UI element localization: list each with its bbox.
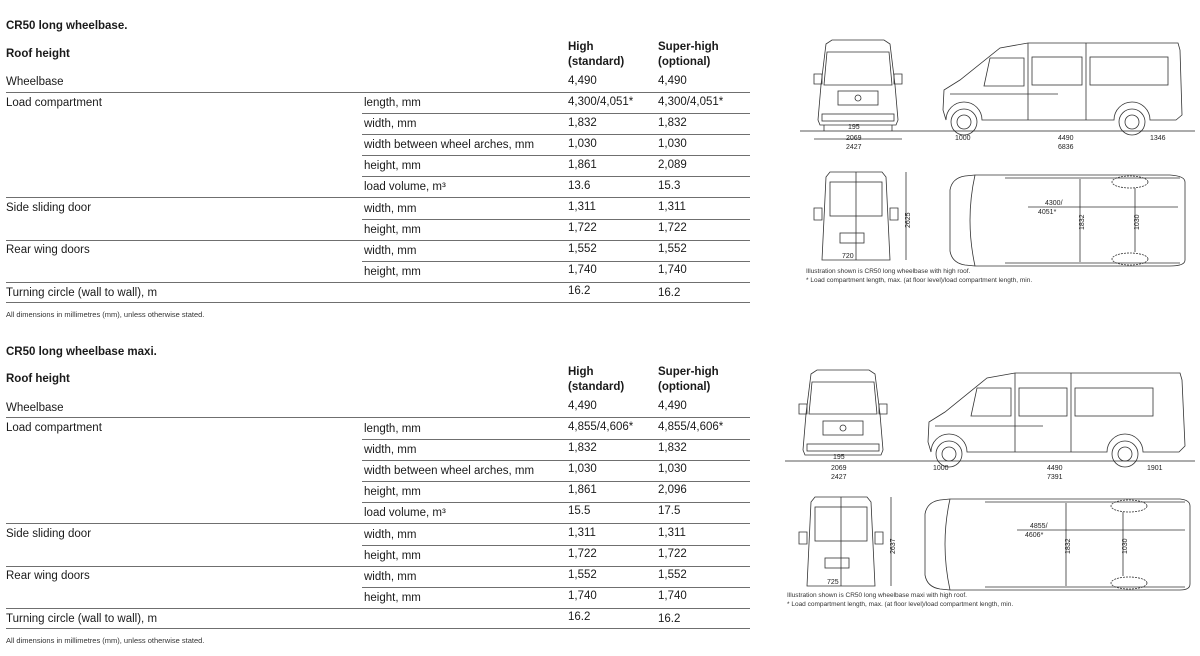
dim-ground-clearance: 195 <box>848 124 860 131</box>
row-label-wheelbase: Wheelbase <box>6 76 64 88</box>
row-sublabel: load volume, m³ <box>364 181 446 193</box>
row-divider <box>6 566 750 567</box>
cell-high: 16.2 <box>568 285 591 297</box>
van-dimension-diagram <box>800 30 1200 290</box>
section-title: CR50 long wheelbase. <box>6 20 128 32</box>
cell-high: 1,722 <box>568 222 597 234</box>
dim-rear-overhang: 1346 <box>1150 135 1166 142</box>
cell-high: 1,030 <box>568 463 597 475</box>
group-label-side-sliding-door: Side sliding door <box>6 202 92 214</box>
side-view-icon <box>928 373 1185 467</box>
cell-super-high: 1,552 <box>658 569 687 581</box>
row-divider <box>6 608 750 609</box>
dim-step: 720 <box>842 253 854 260</box>
row-sublabel: length, mm <box>364 423 421 435</box>
cell-super-high: 1,030 <box>658 463 687 475</box>
cell-high: 1,832 <box>568 442 597 454</box>
cell-high: 1,311 <box>568 527 596 539</box>
row-divider <box>362 502 750 503</box>
cell-super-high: 1,722 <box>658 548 687 560</box>
dim-wheelbase: 4490 <box>1047 465 1063 472</box>
dim-front-overhang: 1000 <box>933 465 949 472</box>
row-sublabel: width, mm <box>364 245 417 257</box>
cell-super-high: 16.2 <box>658 613 681 625</box>
side-view-icon <box>943 43 1182 135</box>
cell-high: 1,552 <box>568 569 597 581</box>
roof-height-label: Roof height <box>6 373 70 385</box>
row-sublabel: width, mm <box>364 118 417 130</box>
row-divider <box>6 302 750 303</box>
header-super-line1: Super-high <box>658 366 719 378</box>
row-divider <box>362 460 750 461</box>
cell-super-high: 1,030 <box>658 138 687 150</box>
dim-load-length-max: 4300/ <box>1045 200 1063 207</box>
diagram-caption: Illustration shown is CR50 long wheelbase maxi with high roof. <box>787 592 967 599</box>
cell-super-high: 4,490 <box>658 400 687 412</box>
group-label-side-sliding-door: Side sliding door <box>6 528 92 540</box>
header-super-line2: (optional) <box>658 381 711 393</box>
dim-load-width: 1832 <box>1065 538 1072 554</box>
row-divider <box>6 417 750 418</box>
row-divider <box>362 261 750 262</box>
group-label-load-compartment: Load compartment <box>6 422 102 434</box>
cell-super-high: 1,740 <box>658 590 687 602</box>
row-divider <box>362 481 750 482</box>
column-header-super-high <box>658 40 719 70</box>
column-header-super-high <box>658 365 719 395</box>
row-sublabel: height, mm <box>364 550 421 562</box>
roof-height-label: Roof height <box>6 48 70 60</box>
cell-high: 4,300/4,051* <box>568 96 634 108</box>
row-sublabel: width between wheel arches, mm <box>364 465 535 477</box>
row-sublabel: width between wheel arches, mm <box>364 139 535 151</box>
row-sublabel: width, mm <box>364 529 417 541</box>
cell-high: 1,861 <box>568 159 597 171</box>
dim-track: 2069 <box>831 465 847 472</box>
group-label-load-compartment: Load compartment <box>6 97 102 109</box>
dim-width: 2427 <box>846 144 862 151</box>
dim-load-length-max: 4855/ <box>1030 523 1048 530</box>
row-divider <box>362 113 750 114</box>
front-view-icon <box>799 370 887 455</box>
cell-super-high: 1,311 <box>658 201 686 213</box>
cell-super-high: 2,096 <box>658 484 687 496</box>
row-sublabel: height, mm <box>364 224 421 236</box>
header-high-line1: High <box>568 366 594 378</box>
cell-super-high: 15.3 <box>658 180 681 192</box>
cell-high: 1,030 <box>568 138 597 150</box>
cell-high: 1,861 <box>568 484 597 496</box>
row-divider <box>6 92 750 93</box>
header-high-line1: High <box>568 41 594 53</box>
header-super-line1: Super-high <box>658 41 719 53</box>
row-divider <box>6 523 750 524</box>
cell-high: 13.6 <box>568 180 591 192</box>
cell-super-high: 16.2 <box>658 287 681 299</box>
cell-super-high: 1,832 <box>658 442 687 454</box>
cell-super-high: 1,740 <box>658 264 687 276</box>
dimensions-note: All dimensions in millimetres (mm), unless otherwise stated. <box>6 636 205 645</box>
dim-ground-clearance: 195 <box>833 454 845 461</box>
row-sublabel: height, mm <box>364 486 421 498</box>
row-sublabel: height, mm <box>364 592 421 604</box>
dim-arch-width: 1030 <box>1134 214 1141 230</box>
cell-super-high: 1,722 <box>658 222 687 234</box>
cell-high: 1,311 <box>568 201 596 213</box>
cell-super-high: 17.5 <box>658 505 681 517</box>
spec-section-lwb <box>0 0 1200 326</box>
column-header-high <box>568 40 624 70</box>
cell-high: 4,490 <box>568 400 597 412</box>
dim-length: 7391 <box>1047 474 1063 481</box>
cell-super-high: 4,300/4,051* <box>658 96 724 108</box>
cell-high: 1,740 <box>568 590 597 602</box>
row-sublabel: load volume, m³ <box>364 507 446 519</box>
cell-high: 1,552 <box>568 243 597 255</box>
row-divider <box>362 545 750 546</box>
dim-rear-overhang: 1901 <box>1147 465 1163 472</box>
row-label-wheelbase: Wheelbase <box>6 402 64 414</box>
row-divider <box>362 176 750 177</box>
row-divider <box>362 155 750 156</box>
top-view-icon <box>950 175 1185 266</box>
row-sublabel: width, mm <box>364 203 417 215</box>
cell-high: 1,722 <box>568 548 597 560</box>
dim-arch-width: 1030 <box>1122 538 1129 554</box>
dim-load-length-min: 4051* <box>1038 209 1057 216</box>
row-label-turning-circle: Turning circle (wall to wall), m <box>6 287 158 299</box>
dim-height: 2625 <box>905 212 912 228</box>
dim-load-length-min: 4606* <box>1025 532 1044 539</box>
group-label-rear-wing-doors: Rear wing doors <box>6 244 90 256</box>
row-divider <box>6 240 750 241</box>
cell-super-high: 4,490 <box>658 75 687 87</box>
column-header-high <box>568 365 624 395</box>
header-high-line2: (standard) <box>568 381 625 393</box>
cell-super-high: 2,089 <box>658 159 687 171</box>
cell-high: 4,855/4,606* <box>568 421 634 433</box>
top-view-icon <box>925 499 1190 590</box>
cell-super-high: 1,552 <box>658 243 687 255</box>
cell-high: 16.2 <box>568 611 591 623</box>
dim-length: 6836 <box>1058 144 1074 151</box>
rear-view-icon <box>799 497 891 586</box>
diagram-footnote: * Load compartment length, max. (at floor level)/load compartment length, min. <box>806 277 1033 284</box>
dim-track: 2069 <box>846 135 862 142</box>
row-divider <box>6 197 750 198</box>
van-drawing <box>800 30 1200 290</box>
row-sublabel: height, mm <box>364 160 421 172</box>
row-label-turning-circle: Turning circle (wall to wall), m <box>6 613 158 625</box>
dim-wheelbase: 4490 <box>1058 135 1074 142</box>
row-sublabel: length, mm <box>364 97 421 109</box>
header-super-line2: (optional) <box>658 56 711 68</box>
dim-front-overhang: 1000 <box>955 135 971 142</box>
section-title: CR50 long wheelbase maxi. <box>6 346 157 358</box>
dim-width: 2427 <box>831 474 847 481</box>
dimensions-note: All dimensions in millimetres (mm), unless otherwise stated. <box>6 310 205 319</box>
row-divider <box>362 587 750 588</box>
row-divider <box>6 282 750 283</box>
row-sublabel: width, mm <box>364 571 417 583</box>
cell-high: 15.5 <box>568 505 591 517</box>
dim-height: 2637 <box>890 538 897 554</box>
row-sublabel: width, mm <box>364 444 417 456</box>
van-drawing <box>785 364 1200 614</box>
van-dimension-diagram <box>785 364 1200 614</box>
row-sublabel: height, mm <box>364 266 421 278</box>
dim-step: 725 <box>827 579 839 586</box>
cell-super-high: 1,832 <box>658 117 687 129</box>
row-divider <box>6 628 750 629</box>
cell-super-high: 1,311 <box>658 527 686 539</box>
front-view-icon <box>814 40 902 131</box>
diagram-caption: Illustration shown is CR50 long wheelbase with high roof. <box>806 268 971 275</box>
cell-high: 4,490 <box>568 75 597 87</box>
row-divider <box>362 219 750 220</box>
rear-view-icon <box>814 172 906 260</box>
row-divider <box>362 134 750 135</box>
cell-high: 1,740 <box>568 264 597 276</box>
group-label-rear-wing-doors: Rear wing doors <box>6 570 90 582</box>
dim-load-width: 1832 <box>1079 214 1086 230</box>
row-divider <box>362 439 750 440</box>
cell-high: 1,832 <box>568 117 597 129</box>
spec-section-lwb-maxi <box>0 326 1200 656</box>
cell-super-high: 4,855/4,606* <box>658 421 724 433</box>
diagram-footnote: * Load compartment length, max. (at floor level)/load compartment length, min. <box>787 601 1014 608</box>
header-high-line2: (standard) <box>568 56 625 68</box>
